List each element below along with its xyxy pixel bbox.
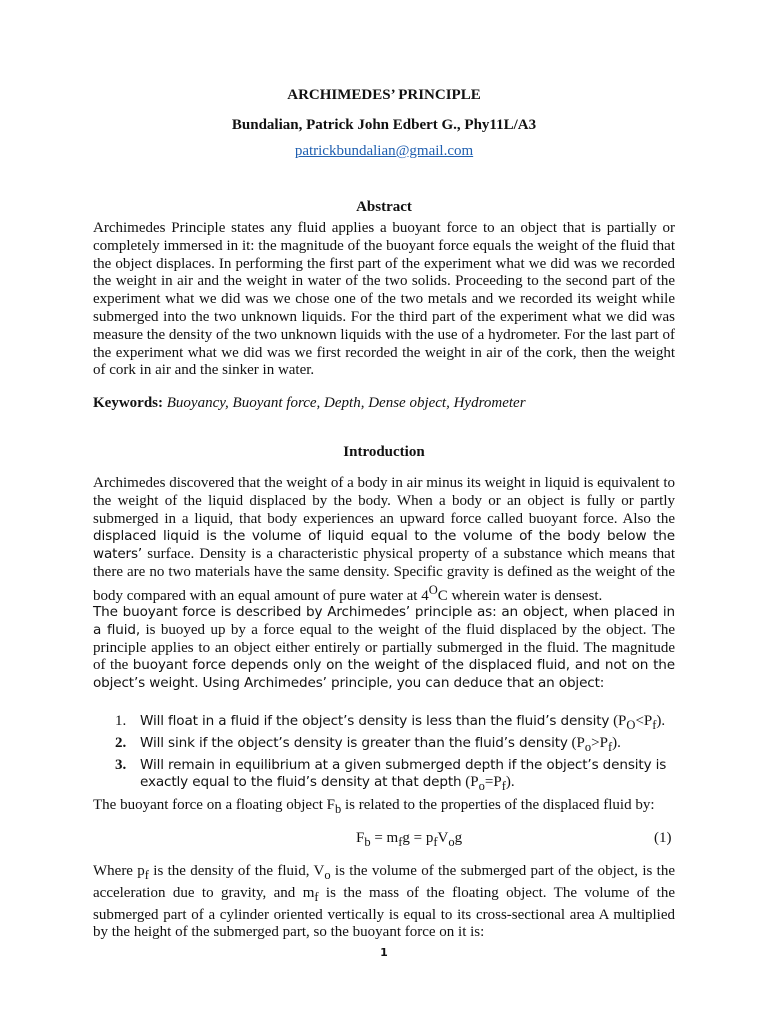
page-number: 1 [380,946,388,959]
intro-paragraph-4: Where $p_f$ is the density of the fluid, $V_o$ is the volume of the submerged part of the object, is the acceleration due to gravity, and $m_f$ is the mass of the floating object. The volume of the submerged part of a cylinder oriented vertically is equal to its cross-sectional area A multiplied by the height of the submerged part, so the buoyant force on it is: [93,863,676,941]
equation-expression: $F_b = m_fg = p_fV_og$ [356,830,463,849]
introduction-heading: Introduction [343,444,425,460]
keywords-label: Keywords: [93,395,163,411]
keywords-line [93,395,675,413]
density-cases-list [93,713,675,796]
intro-paragraph-2: The buoyant force is described by Archimedes’ principle as: an object, when placed in a fluid, is buoyed up by a force equal to the weight of the fluid displaced by the object. The principle applies to an object either entirely or partially submerged in the fluid. The magnitude of the buoyant force depends only on the weight of the displaced fluid, and not on the object’s weight. Using Archimedes’ principle, you can deduce that an object: [93,604,676,692]
equation-number: (1) [654,830,672,846]
intro-paragraph-1: Archimedes discovered that the weight of a body in air minus its weight in liquid is equivalent to the weight of the liquid displaced by the body. When a body or an object is fully or partly submerged in a liquid, that body experiences an upward force called buoyant force. Also the displaced liquid is the volume of liquid equal to the volume of the body below the waters’ surface. Density is a characteristic physical property of a substance which means that there are no two materials have the same density. Specific gravity is defined as the weight of the body compared with an equal amount of pure water at $4^OC$ wherein water is densest. [93,475,675,604]
intro-paragraph-3: The buoyant force on a floating object $F_b$ is related to the properties of the displaced fluid by: [93,797,655,816]
paper-title: ARCHIMEDES’ PRINCIPLE [287,87,481,103]
abstract-heading: Abstract [356,199,412,215]
list-item: 3. Will remain in equilibrium at a given submerged depth if the object’s density is exactly equal to the fluid’s density at that depth $(P_o=P_f)$. [115,756,667,794]
list-item: 1. Will float in a fluid if the object’s density is less than the fluid’s density $(P_O<P_f)$. [115,713,666,732]
abstract-body: Archimedes Principle states any fluid applies a buoyant force to an object that is partially or completely immersed in it: the magnitude of the buoyant force equals the weight of the fluid that the object displaces. In performing the first part of the experiment what we did was we recorded the weight in air and the weight in water of the two solids. Proceeding to the second part of the experiment what we did was we chose one of the two metals and we recorded its weight while submerged into the two unknown liquids. For the third part of the experiment what we did was measure the density of the two unknown liquids with the use of a hydrometer. For the last part of the experiment what we did was we first recorded the weight in air of the cork, then the weight of cork in air and the sinker in water. [93,220,675,379]
list-item: 2. Will sink if the object’s density is greater than the fluid’s density $(P_o>P_f)$. [115,734,621,754]
keywords-text: Buoyancy, Buoyant force, Depth, Dense object, Hydrometer [166,395,526,411]
author-line: Bundalian, Patrick John Edbert G., Phy11L/A3 [231,117,537,133]
author-email-link[interactable]: patrickbundalian@gmail.com [294,143,474,159]
